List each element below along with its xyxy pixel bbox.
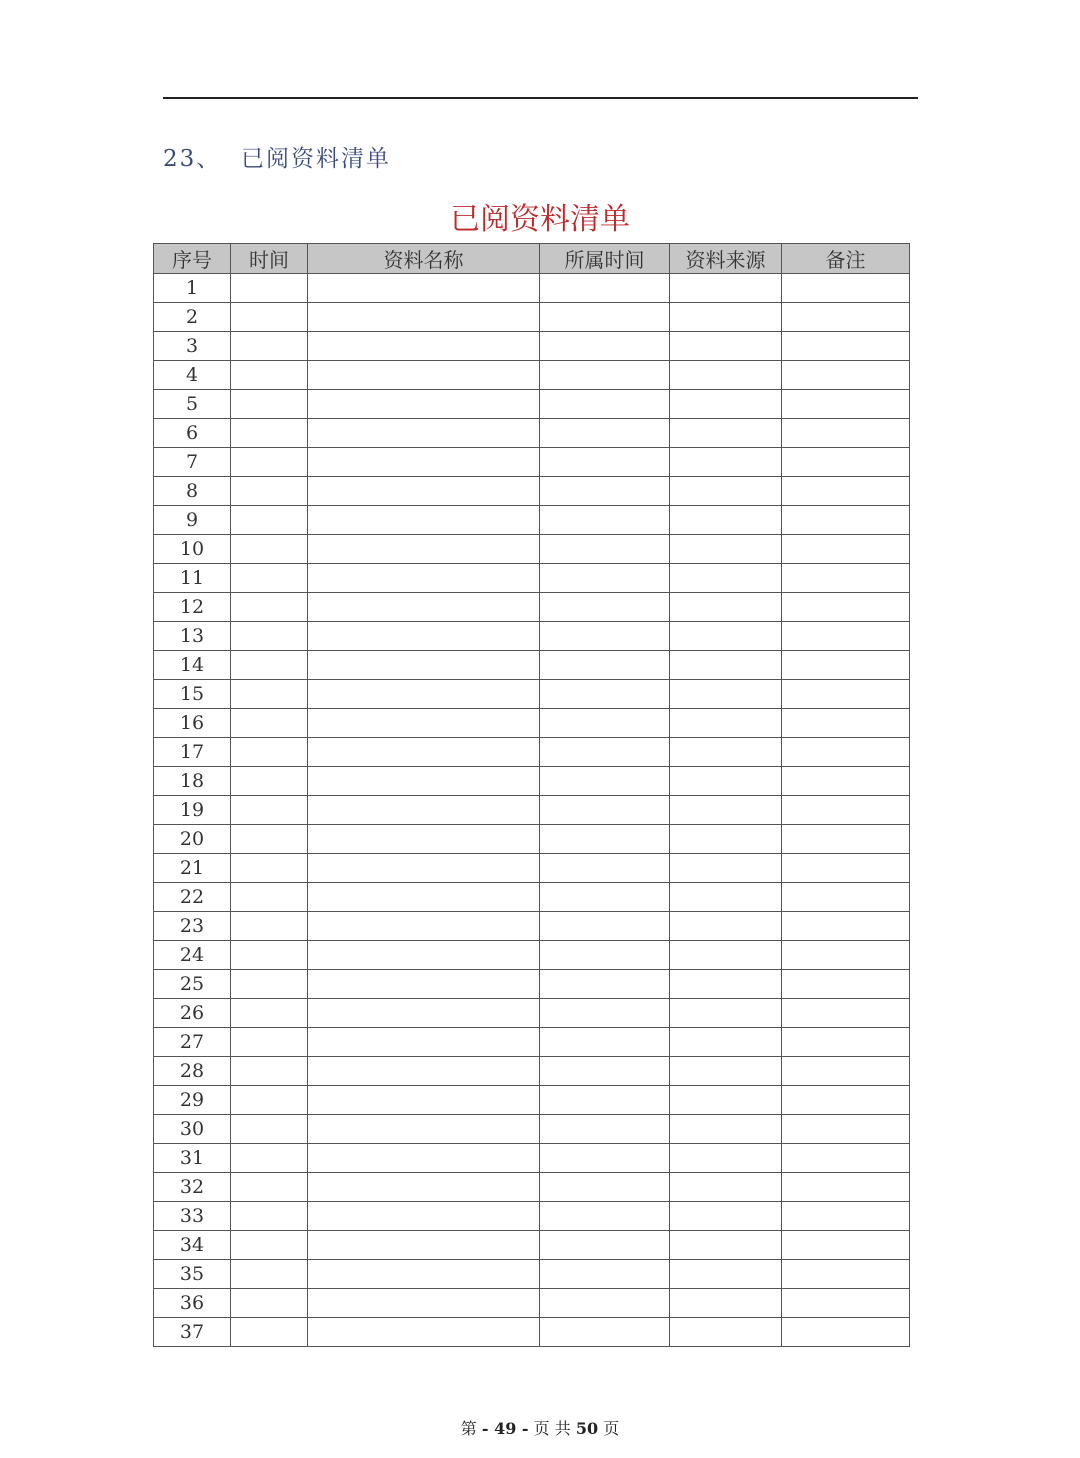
cell-notes <box>782 970 910 999</box>
cell-material-name <box>308 1057 540 1086</box>
cell-material-name <box>308 274 540 303</box>
cell-period <box>540 1115 670 1144</box>
cell-notes <box>782 1231 910 1260</box>
cell-notes <box>782 854 910 883</box>
cell-material-name <box>308 999 540 1028</box>
cell-time <box>231 274 308 303</box>
cell-period <box>540 535 670 564</box>
row-number: 11 <box>154 564 231 593</box>
cell-period <box>540 941 670 970</box>
cell-notes <box>782 1144 910 1173</box>
table-row <box>154 1144 910 1173</box>
row-number: 24 <box>154 941 231 970</box>
table-row <box>154 303 910 332</box>
table-row <box>154 767 910 796</box>
cell-time <box>231 854 308 883</box>
cell-source <box>670 477 782 506</box>
cell-time <box>231 535 308 564</box>
cell-material-name <box>308 332 540 361</box>
table-row <box>154 1231 910 1260</box>
table-row <box>154 912 910 941</box>
cell-material-name <box>308 535 540 564</box>
cell-time <box>231 999 308 1028</box>
cell-source <box>670 448 782 477</box>
cell-period <box>540 1202 670 1231</box>
cell-material-name <box>308 361 540 390</box>
table-row <box>154 970 910 999</box>
row-number: 13 <box>154 622 231 651</box>
cell-notes <box>782 1318 910 1347</box>
row-number: 17 <box>154 738 231 767</box>
cell-material-name <box>308 738 540 767</box>
cell-time <box>231 1028 308 1057</box>
cell-period <box>540 448 670 477</box>
cell-source <box>670 767 782 796</box>
cell-period <box>540 1144 670 1173</box>
cell-material-name <box>308 912 540 941</box>
row-number: 30 <box>154 1115 231 1144</box>
cell-notes <box>782 448 910 477</box>
cell-notes <box>782 332 910 361</box>
cell-material-name <box>308 1144 540 1173</box>
cell-source <box>670 1260 782 1289</box>
header-index: 序号 <box>154 244 231 274</box>
cell-source <box>670 1028 782 1057</box>
table-row <box>154 796 910 825</box>
cell-notes <box>782 564 910 593</box>
footer-suffix: 页 <box>603 1419 620 1438</box>
row-number: 32 <box>154 1173 231 1202</box>
header-material-name: 资料名称 <box>308 244 540 274</box>
section-number: 23、 <box>163 146 222 172</box>
cell-notes <box>782 419 910 448</box>
cell-material-name <box>308 1028 540 1057</box>
cell-period <box>540 361 670 390</box>
cell-source <box>670 941 782 970</box>
table-row <box>154 535 910 564</box>
table-row <box>154 1173 910 1202</box>
cell-notes <box>782 593 910 622</box>
row-number: 4 <box>154 361 231 390</box>
cell-source <box>670 1057 782 1086</box>
cell-period <box>540 825 670 854</box>
cell-source <box>670 680 782 709</box>
cell-source <box>670 883 782 912</box>
cell-source <box>670 738 782 767</box>
cell-notes <box>782 1202 910 1231</box>
cell-notes <box>782 1057 910 1086</box>
cell-time <box>231 651 308 680</box>
section-heading <box>163 140 391 173</box>
cell-period <box>540 593 670 622</box>
cell-time <box>231 1173 308 1202</box>
cell-source <box>670 390 782 419</box>
cell-source <box>670 970 782 999</box>
row-number: 1 <box>154 274 231 303</box>
cell-material-name <box>308 1318 540 1347</box>
cell-material-name <box>308 564 540 593</box>
cell-material-name <box>308 1086 540 1115</box>
row-number: 18 <box>154 767 231 796</box>
cell-source <box>670 419 782 448</box>
cell-source <box>670 651 782 680</box>
cell-period <box>540 1057 670 1086</box>
table-row <box>154 390 910 419</box>
table-row <box>154 448 910 477</box>
cell-notes <box>782 622 910 651</box>
row-number: 26 <box>154 999 231 1028</box>
table-row <box>154 651 910 680</box>
cell-source <box>670 1231 782 1260</box>
cell-source <box>670 1318 782 1347</box>
cell-material-name <box>308 854 540 883</box>
cell-period <box>540 1231 670 1260</box>
cell-material-name <box>308 709 540 738</box>
cell-material-name <box>308 390 540 419</box>
cell-source <box>670 303 782 332</box>
cell-source <box>670 1144 782 1173</box>
table-row <box>154 854 910 883</box>
cell-source <box>670 622 782 651</box>
cell-period <box>540 332 670 361</box>
table-row <box>154 332 910 361</box>
cell-source <box>670 274 782 303</box>
table-row <box>154 825 910 854</box>
cell-period <box>540 506 670 535</box>
cell-period <box>540 477 670 506</box>
cell-notes <box>782 1028 910 1057</box>
cell-material-name <box>308 970 540 999</box>
cell-material-name <box>308 796 540 825</box>
cell-notes <box>782 361 910 390</box>
row-number: 25 <box>154 970 231 999</box>
cell-time <box>231 1144 308 1173</box>
row-number: 31 <box>154 1144 231 1173</box>
table-row <box>154 1318 910 1347</box>
table-row <box>154 1057 910 1086</box>
row-number: 6 <box>154 419 231 448</box>
cell-period <box>540 680 670 709</box>
table-row <box>154 1086 910 1115</box>
reading-list-table <box>153 243 910 1347</box>
table-row <box>154 622 910 651</box>
cell-source <box>670 1289 782 1318</box>
cell-source <box>670 854 782 883</box>
row-number: 36 <box>154 1289 231 1318</box>
section-title: 已阅资料清单 <box>241 146 391 172</box>
cell-notes <box>782 1086 910 1115</box>
cell-notes <box>782 390 910 419</box>
table-row <box>154 680 910 709</box>
cell-notes <box>782 767 910 796</box>
cell-source <box>670 1173 782 1202</box>
cell-time <box>231 680 308 709</box>
cell-notes <box>782 680 910 709</box>
cell-time <box>231 390 308 419</box>
cell-material-name <box>308 1115 540 1144</box>
cell-time <box>231 448 308 477</box>
cell-notes <box>782 738 910 767</box>
cell-material-name <box>308 1289 540 1318</box>
cell-time <box>231 1057 308 1086</box>
cell-notes <box>782 303 910 332</box>
row-number: 14 <box>154 651 231 680</box>
cell-time <box>231 419 308 448</box>
table-row <box>154 593 910 622</box>
header-source: 资料来源 <box>670 244 782 274</box>
cell-notes <box>782 1260 910 1289</box>
cell-source <box>670 999 782 1028</box>
cell-source <box>670 1115 782 1144</box>
cell-material-name <box>308 593 540 622</box>
header-time: 时间 <box>231 244 308 274</box>
cell-time <box>231 506 308 535</box>
cell-period <box>540 767 670 796</box>
cell-time <box>231 477 308 506</box>
cell-material-name <box>308 303 540 332</box>
row-number: 37 <box>154 1318 231 1347</box>
row-number: 12 <box>154 593 231 622</box>
cell-notes <box>782 999 910 1028</box>
row-number: 15 <box>154 680 231 709</box>
row-number: 34 <box>154 1231 231 1260</box>
cell-notes <box>782 825 910 854</box>
row-number: 23 <box>154 912 231 941</box>
table-row <box>154 419 910 448</box>
cell-notes <box>782 1289 910 1318</box>
table-row <box>154 361 910 390</box>
footer-prefix: 第 <box>460 1419 477 1438</box>
cell-notes <box>782 506 910 535</box>
cell-time <box>231 825 308 854</box>
cell-period <box>540 274 670 303</box>
cell-time <box>231 1202 308 1231</box>
table-header-row <box>154 244 910 274</box>
cell-period <box>540 651 670 680</box>
cell-period <box>540 1173 670 1202</box>
row-number: 28 <box>154 1057 231 1086</box>
row-number: 9 <box>154 506 231 535</box>
cell-material-name <box>308 941 540 970</box>
cell-time <box>231 593 308 622</box>
row-number: 8 <box>154 477 231 506</box>
cell-material-name <box>308 767 540 796</box>
cell-period <box>540 622 670 651</box>
cell-source <box>670 564 782 593</box>
cell-notes <box>782 651 910 680</box>
row-number: 27 <box>154 1028 231 1057</box>
cell-period <box>540 303 670 332</box>
cell-time <box>231 1289 308 1318</box>
cell-material-name <box>308 1173 540 1202</box>
cell-source <box>670 361 782 390</box>
cell-time <box>231 709 308 738</box>
cell-period <box>540 390 670 419</box>
cell-source <box>670 1202 782 1231</box>
cell-time <box>231 796 308 825</box>
cell-material-name <box>308 622 540 651</box>
header-notes: 备注 <box>782 244 910 274</box>
cell-period <box>540 1260 670 1289</box>
cell-period <box>540 1086 670 1115</box>
cell-source <box>670 593 782 622</box>
cell-material-name <box>308 651 540 680</box>
cell-source <box>670 1086 782 1115</box>
row-number: 35 <box>154 1260 231 1289</box>
table-row <box>154 477 910 506</box>
cell-time <box>231 1318 308 1347</box>
cell-time <box>231 1260 308 1289</box>
cell-period <box>540 854 670 883</box>
cell-material-name <box>308 419 540 448</box>
table-row <box>154 1028 910 1057</box>
table-row <box>154 1202 910 1231</box>
cell-notes <box>782 709 910 738</box>
cell-material-name <box>308 448 540 477</box>
cell-time <box>231 883 308 912</box>
cell-period <box>540 1318 670 1347</box>
cell-period <box>540 419 670 448</box>
row-number: 3 <box>154 332 231 361</box>
cell-notes <box>782 1173 910 1202</box>
cell-period <box>540 1289 670 1318</box>
row-number: 21 <box>154 854 231 883</box>
cell-notes <box>782 535 910 564</box>
table-row <box>154 941 910 970</box>
cell-notes <box>782 941 910 970</box>
row-number: 16 <box>154 709 231 738</box>
cell-material-name <box>308 1231 540 1260</box>
footer-middle: 页 共 <box>533 1419 571 1438</box>
cell-material-name <box>308 1260 540 1289</box>
cell-material-name <box>308 1202 540 1231</box>
cell-notes <box>782 796 910 825</box>
table-row <box>154 564 910 593</box>
page-footer <box>0 1416 1080 1439</box>
header-period: 所属时间 <box>540 244 670 274</box>
cell-period <box>540 796 670 825</box>
cell-period <box>540 999 670 1028</box>
cell-source <box>670 506 782 535</box>
table-row <box>154 883 910 912</box>
cell-source <box>670 825 782 854</box>
row-number: 20 <box>154 825 231 854</box>
cell-period <box>540 1028 670 1057</box>
table-row <box>154 506 910 535</box>
table-row <box>154 1289 910 1318</box>
cell-material-name <box>308 506 540 535</box>
row-number: 33 <box>154 1202 231 1231</box>
cell-source <box>670 709 782 738</box>
cell-material-name <box>308 680 540 709</box>
cell-material-name <box>308 825 540 854</box>
cell-time <box>231 1086 308 1115</box>
table-title: 已阅资料清单 <box>450 202 630 237</box>
cell-material-name <box>308 477 540 506</box>
row-number: 10 <box>154 535 231 564</box>
cell-period <box>540 883 670 912</box>
cell-notes <box>782 883 910 912</box>
row-number: 29 <box>154 1086 231 1115</box>
row-number: 22 <box>154 883 231 912</box>
cell-time <box>231 332 308 361</box>
cell-material-name <box>308 883 540 912</box>
footer-page-number: - 49 - <box>481 1419 529 1438</box>
table-row <box>154 1260 910 1289</box>
cell-time <box>231 941 308 970</box>
cell-time <box>231 303 308 332</box>
cell-period <box>540 709 670 738</box>
cell-time <box>231 912 308 941</box>
cell-source <box>670 535 782 564</box>
cell-source <box>670 912 782 941</box>
table-row <box>154 709 910 738</box>
cell-time <box>231 767 308 796</box>
cell-time <box>231 622 308 651</box>
cell-time <box>231 1231 308 1260</box>
table-row <box>154 999 910 1028</box>
cell-source <box>670 796 782 825</box>
table-row <box>154 1115 910 1144</box>
cell-period <box>540 970 670 999</box>
cell-time <box>231 361 308 390</box>
cell-notes <box>782 912 910 941</box>
row-number: 19 <box>154 796 231 825</box>
cell-time <box>231 738 308 767</box>
row-number: 2 <box>154 303 231 332</box>
cell-period <box>540 912 670 941</box>
cell-period <box>540 738 670 767</box>
cell-notes <box>782 477 910 506</box>
cell-notes <box>782 274 910 303</box>
cell-period <box>540 564 670 593</box>
cell-time <box>231 564 308 593</box>
header-rule <box>163 97 918 99</box>
cell-time <box>231 970 308 999</box>
row-number: 5 <box>154 390 231 419</box>
row-number: 7 <box>154 448 231 477</box>
cell-source <box>670 332 782 361</box>
cell-notes <box>782 1115 910 1144</box>
table-row <box>154 274 910 303</box>
footer-total-pages: 50 <box>575 1419 599 1438</box>
table-body <box>154 274 910 1347</box>
cell-time <box>231 1115 308 1144</box>
table-row <box>154 738 910 767</box>
